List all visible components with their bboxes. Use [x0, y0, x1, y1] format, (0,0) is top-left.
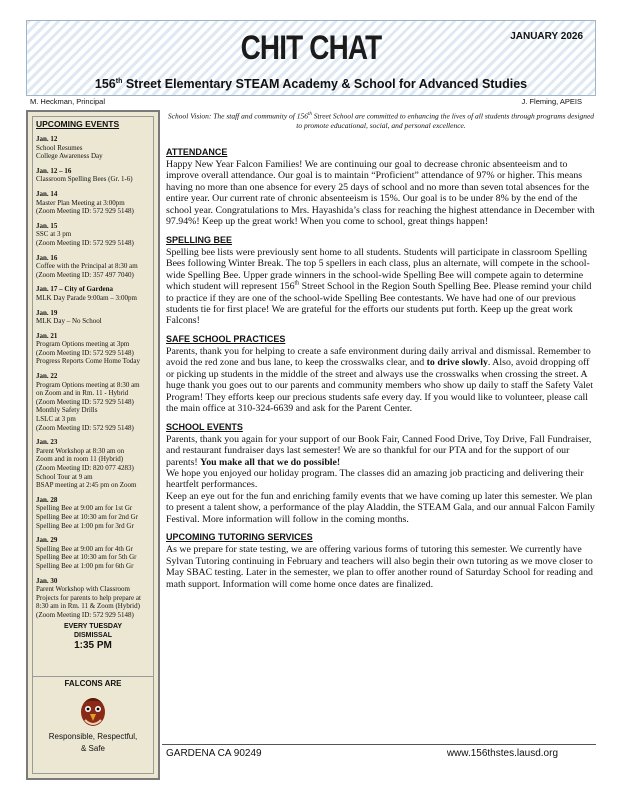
spelling-heading: SPELLING BEE	[166, 234, 233, 245]
event-item	[33, 135, 153, 161]
event-item	[33, 332, 153, 366]
tutoring-section	[166, 531, 596, 590]
newsletter-title: CHIT CHAT	[240, 29, 382, 67]
event-date: Jan. 23	[36, 438, 58, 447]
event-detail: Spelling Bee at 10:30 am for 2nd Gr	[36, 512, 139, 521]
school-events-section	[166, 421, 596, 526]
event-date: Jan. 16	[36, 253, 58, 262]
event-detail: Program Options meeting at 8:30 am	[36, 380, 140, 389]
issue-date: JANUARY 2026	[510, 31, 583, 42]
event-detail: School Resumes	[36, 143, 83, 152]
event-date: Jan. 12	[36, 135, 58, 143]
event-detail: Monthly Safety Drills	[36, 406, 98, 415]
event-detail: Zoom and in room 11 (Hybrid)	[36, 455, 124, 464]
school-name: 156th Street Elementary STEAM Academy & School for Advanced Studies	[94, 77, 528, 91]
falcon-mascot-icon	[73, 690, 113, 730]
masthead-banner	[26, 20, 596, 96]
safe-school-section	[166, 333, 596, 415]
spelling-section	[166, 234, 596, 327]
event-detail: MLK Day Parade 9:00am – 3:00pm	[36, 293, 137, 302]
falcons-motto-line2: & Safe	[80, 744, 105, 753]
event-detail: Spelling Bee at 9:00 am for 4th Gr	[36, 544, 134, 553]
event-detail: (Zoom Meeting ID: 572 929 5148)	[36, 397, 134, 406]
event-detail: on Zoom and in Rm. 11 - Hybrid	[36, 389, 129, 398]
event-detail: (Zoom Meeting ID: 572 929 5148)	[36, 423, 134, 432]
event-date: Jan. 15	[36, 221, 58, 230]
attendance-body: Happy New Year Falcon Families! We are continuing our goal to decrease chronic absenteeism and to improve overall attendance. Our goal is to maintain “Proficient” attendance of 97% or higher. This means having no more than one absence for every 25 days of school and no more than seven total absences for the entire year. Our current rate of chronic absenteeism is 15%. Our goal is to be under 8% by the end of the school year. Congratulations to Mrs. Hayashida’s class for reaching the highest attendance in December with 97.94%! Keep up the great work! When you come to school, great things happen!	[166, 159, 595, 228]
event-detail: 8:30 am in Rm. 11 & Zoom (Hybrid)	[36, 602, 140, 611]
event-detail: School Tour at 9 am	[36, 472, 93, 481]
event-date: Jan. 14	[36, 189, 58, 198]
school-events-body-2: We hope you enjoyed our holiday program. The classes did an amazing job practicing and delivering their heartfelt performances.	[166, 467, 584, 491]
event-date: Jan. 17 – City of Gardena	[36, 285, 113, 294]
event-detail: Coffee with the Principal at 8:30 am	[36, 262, 138, 271]
event-detail: (Zoom Meeting ID: 572 929 5148)	[36, 348, 134, 357]
apeis-name: J. Fleming, APEIS	[521, 97, 582, 106]
event-date: Jan. 28	[36, 495, 58, 504]
event-detail: College Awareness Day	[36, 152, 103, 161]
event-detail: Spelling Bee at 10:30 am for 5th Gr	[36, 553, 137, 562]
event-item	[33, 309, 153, 326]
school-vision: School Vision: The staff and community of 156th Street School are committed to enhancing the lives of all students through programs designed to promote educational, social, and personal excellence.	[167, 111, 595, 130]
principal-name: M. Heckman, Principal	[30, 97, 106, 106]
event-detail: Projects for parents to help prepare at	[36, 593, 141, 602]
falcons-heading: FALCONS ARE	[64, 679, 122, 688]
school-events-heading: SCHOOL EVENTS	[166, 421, 243, 432]
attendance-heading: ATTENDANCE	[166, 147, 228, 157]
spelling-body: Spelling bee lists were previously sent home to all students. Students will participate in classroom Spelling Bees following Winter Break. The top 5 spellers in each class, plus an alternate, will compete in the school-wide Spelling Bee. Upper grade winners in the school-wide Spelling Bee will compete again to determine which student will represent 156th Street School in the Region South Spelling Bee. Please remind your child to practice if they are one of the school-wide Spelling Bee contestants. We have had one of our previous students tie for first place! We are grateful for the efforts our students put forth. Keep up the great work Falcons!	[166, 246, 592, 327]
dismissal-notice	[33, 622, 153, 652]
event-item	[33, 285, 153, 302]
events-heading: UPCOMING EVENTS	[36, 119, 120, 129]
event-detail: (Zoom Meeting ID: 820 077 4283)	[36, 464, 134, 472]
event-item	[33, 167, 153, 184]
event-detail: Master Plan Meeting at 3:00pm	[36, 198, 125, 207]
school-events-body-1: Parents, thank you again for your support of our Book Fair, Canned Food Drive, Toy Drive, Fall Fundraiser, and restaurant fundraiser days last semester! We are so thankful for our PTA and for the support of our parents! You make all that we do possible!	[166, 433, 592, 468]
footer-divider	[162, 744, 596, 745]
event-date: Jan. 29	[36, 536, 58, 545]
event-date: Jan. 30	[36, 576, 58, 585]
event-date: Jan. 21	[36, 331, 58, 340]
event-item	[33, 438, 153, 490]
event-detail: (Zoom Meeting ID: 572 929 5148)	[36, 238, 134, 247]
event-item	[33, 577, 153, 620]
events-sidebar-inner	[32, 116, 154, 774]
event-detail: Parent Workshop at 8:30 am on	[36, 446, 125, 455]
event-detail: Parent Workshop with Classroom	[36, 585, 130, 594]
event-detail: Spelling Bee at 1:00 pm for 3rd Gr	[36, 521, 134, 530]
event-date: Jan. 12 – 16	[36, 166, 72, 175]
footer-city: GARDENA CA 90249	[166, 748, 262, 759]
event-list	[33, 135, 153, 620]
tutoring-body: As we prepare for state testing, we are offering various forms of tutoring this semester. We currently have Sylvan Tutoring continuing in February and teachers will also begin their own tutoring as we move closer to May SBAC testing. Later in the semester, we plan to offer another round of Saturday School for reading and math support. Information will come home once dates are finalized.	[166, 544, 593, 590]
attendance-section	[166, 146, 596, 228]
dismissal-time: 1:35 PM	[74, 639, 112, 651]
event-detail: (Zoom Meeting ID: 572 929 5148)	[36, 610, 134, 619]
event-detail: Program Options meeting at 3pm	[36, 340, 130, 349]
event-item	[33, 496, 153, 530]
tutoring-heading: UPCOMING TUTORING SERVICES	[166, 532, 313, 543]
dismissal-label: DISMISSAL	[73, 631, 113, 639]
falcons-motto-line1: Responsible, Respectful,	[48, 732, 138, 741]
event-detail: Spelling Bee at 1:00 pm for 6th Gr	[36, 561, 134, 570]
event-detail: BSAP meeting at 2:45 pm on Zoom	[36, 481, 137, 490]
event-item	[33, 254, 153, 280]
dismissal-day: EVERY TUESDAY	[63, 622, 123, 630]
safe-school-heading: SAFE SCHOOL PRACTICES	[166, 333, 286, 344]
event-detail: SSC at 3 pm	[36, 230, 72, 239]
event-detail: LSLC at 3 pm	[36, 415, 76, 424]
event-date: Jan. 22	[36, 372, 58, 381]
event-detail: MLK Day – No School	[36, 317, 102, 326]
main-content	[166, 146, 596, 596]
event-detail: (Zoom Meeting ID: 357 497 7040)	[36, 270, 134, 279]
event-detail: Spelling Bee at 9:00 am for 1st Gr	[36, 504, 133, 513]
event-detail: (Zoom Meeting ID: 572 929 5148)	[36, 207, 134, 216]
event-item	[33, 372, 153, 432]
footer-website[interactable]: www.156thstes.lausd.org	[446, 748, 558, 759]
falcons-motto-box	[33, 676, 153, 773]
event-item	[33, 190, 153, 216]
event-item	[33, 222, 153, 248]
event-date: Jan. 19	[36, 308, 58, 317]
event-detail: Classroom Spelling Bees (Gr. 1-6)	[36, 175, 133, 184]
events-sidebar	[26, 110, 160, 780]
school-events-body-3: Keep an eye out for the fun and enriching family events that we have coming up later this semester. We plan to present a talent show, a performance of the play Aladdin, the STEAM Gala, and our annual Falcon Family Festival. More information will follow in the coming months.	[166, 490, 595, 525]
safe-school-body: Parents, thank you for helping to create a safe environment during daily arrival and dismissal. Remember to avoid the red zone and bus lane, to keep the crosswalks clear, and to drive slowly. Also, avoid dropping off or picking up students in the middle of the street and always use the crosswalks when crossing the street. A huge thank you goes out to our parents and community members who show up daily to staff the Safety Valet Program! They efforts keep our precious students safe every day. If you would like to volunteer, please call the main office at 310-324-6639 and ask for the Parent Center.	[166, 345, 593, 415]
event-detail: Progress Reports Come Home Today	[36, 357, 140, 366]
event-item	[33, 536, 153, 570]
